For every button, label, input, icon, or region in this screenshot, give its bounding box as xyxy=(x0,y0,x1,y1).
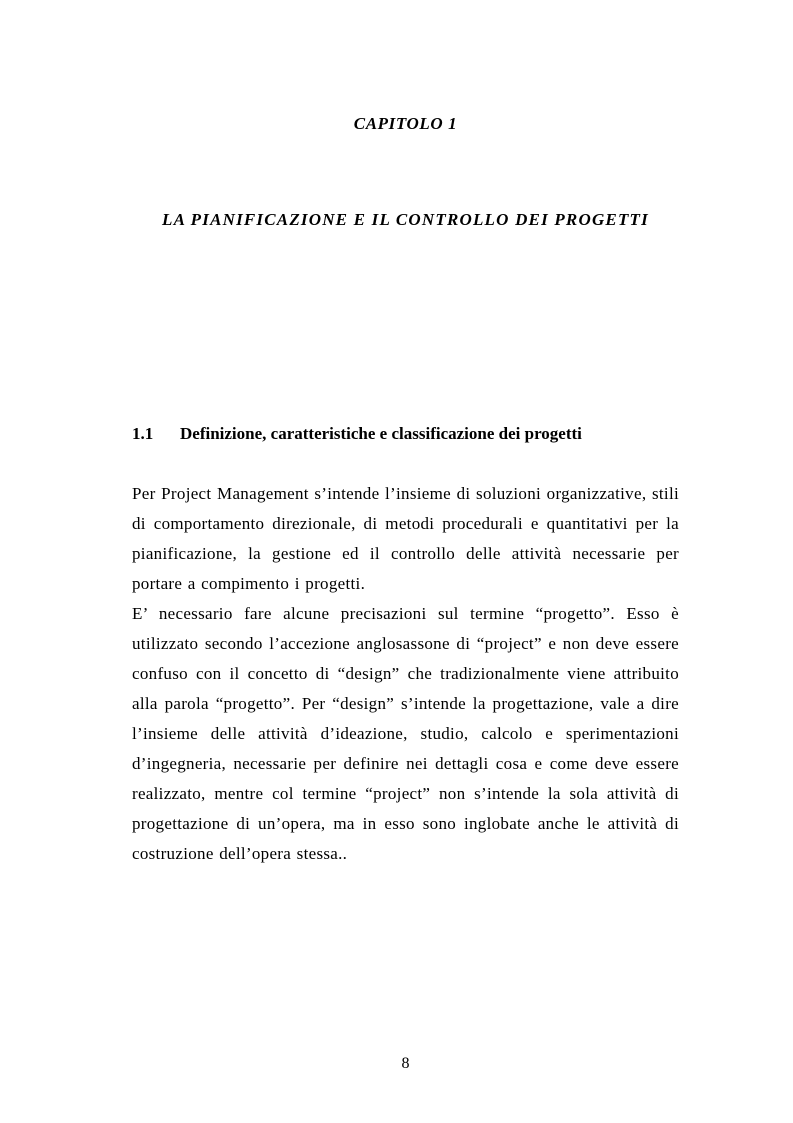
body-text xyxy=(132,479,679,869)
chapter-title: LA PIANIFICAZIONE E IL CONTROLLO DEI PROGETTI xyxy=(162,210,649,229)
section-heading xyxy=(132,424,692,444)
section-number: 1.1 xyxy=(132,424,154,443)
section-title: Definizione, caratteristiche e classificazione dei progetti xyxy=(180,424,582,443)
chapter-label: CAPITOLO 1 xyxy=(353,114,458,133)
paragraph-1: Per Project Management s’intende l’insieme di soluzioni organizzative, stili di comportamento direzionale, di metodi procedurali e quantitativi per la pianificazione, la gestione ed il controllo delle attività necessarie per portare a compimento i progetti. xyxy=(132,484,679,593)
paragraph-2: E’ necessario fare alcune precisazioni sul termine “progetto”. Esso è utilizzato secondo l’accezione anglosassone di “project” e non deve essere confuso con il concetto di “design” che tradizionalmente viene attribuito alla parola “progetto”. Per “design” s’intende la progettazione, vale a dire l’insieme delle attività d’ideazione, studio, calcolo e sperimentazioni d’ingegneria, necessarie per definire nei dettagli cosa e come deve essere realizzato, mentre col termine “project” non s’intende la sola attività di progettazione di un’opera, ma in esso sono inglobate anche le attività di costruzione dell’opera stessa.. xyxy=(132,604,679,863)
page-number: 8 xyxy=(401,1055,410,1072)
